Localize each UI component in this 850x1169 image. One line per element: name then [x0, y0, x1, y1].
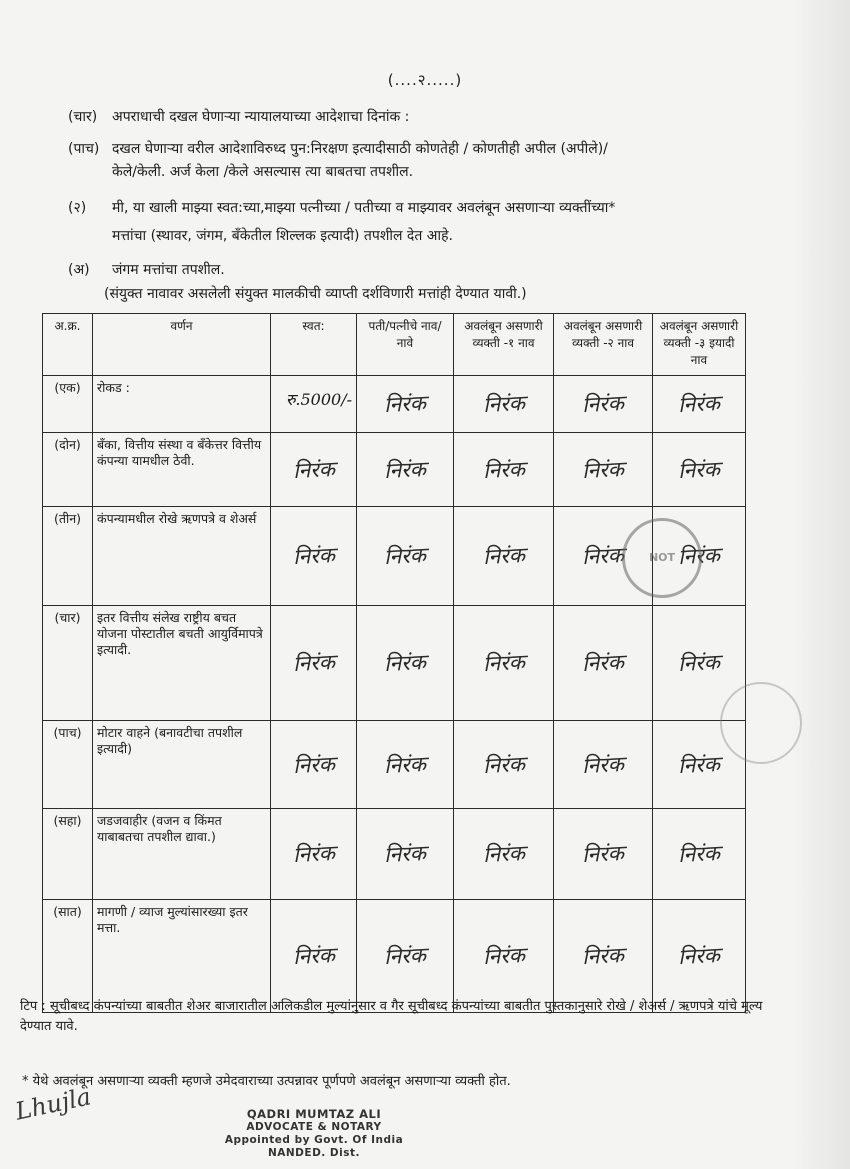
para-a-text1: जंगम मत्तांचा तपशील.: [112, 262, 225, 278]
nil-handwritten: निरंक: [383, 751, 427, 778]
header-dependent-2: अवलंबून असणारी व्यक्ती -२ नाव: [554, 314, 653, 376]
para-char-text: अपराधाची दखल घेणाऱ्या न्यायालयाच्या आदेशाचा दिनांक :: [112, 109, 410, 125]
footnote-tip: टिप : सूचीबध्द कंपन्यांच्या बाबतीत शेअर बाजारातील अलिकडील मुल्यांनुसार व गैर सूचीबध्द कंपन्यांच्या बाबतीत पुस्तकानुसारे रोखे / शेअर्स / ऋणपत्रे यांचे मूल्य देण्यात यावे.: [20, 999, 763, 1034]
nil-handwritten: निरंक: [677, 456, 721, 483]
nil-handwritten: निरंक: [581, 390, 625, 418]
header-description: वर्णन: [93, 314, 271, 376]
row-self-cell: [271, 375, 357, 433]
row-description: रोकड :: [93, 375, 271, 433]
row-description: बँका, वित्तीय संस्था व बँकेत्तर वित्तीय कंपन्या यामधील ठेवी.: [93, 433, 271, 507]
nil-handwritten: निरंक: [481, 456, 526, 483]
row-self-cell: [271, 721, 357, 809]
table-row: [43, 605, 746, 720]
para-char: [68, 109, 409, 125]
nil-handwritten: निरंक: [481, 841, 526, 868]
nil-handwritten: निरंक: [291, 942, 336, 970]
header-sno: अ.क्र.: [43, 314, 93, 376]
nil-handwritten: निरंक: [677, 942, 721, 970]
nil-handwritten: निरंक: [291, 649, 336, 677]
para-pach-mark: (पाच): [68, 141, 100, 157]
para-pach-line2: केले/केली. अर्ज केला /केले असल्यास त्या बाबतचा तपशील.: [112, 164, 414, 180]
stamp-location: NANDED. Dist.: [267, 1147, 361, 1159]
table-row: [43, 721, 746, 809]
notary-seal-icon: NOT: [622, 518, 702, 598]
row-dep3-cell: [653, 375, 746, 433]
row-sno: (सहा): [43, 809, 93, 899]
row-dep3-cell: [653, 433, 746, 507]
nil-handwritten: निरंक: [581, 942, 625, 970]
header-dependent-3: अवलंबून असणारी व्यक्ती -३ इयादी नाव: [653, 314, 746, 376]
row-sno: (तीन): [43, 507, 93, 606]
row-dep2-cell: [554, 899, 653, 1012]
para-char-mark: (चार): [68, 109, 98, 125]
row-description: मागणी / व्याज मुल्यांसारख्या इतर मत्ता.: [93, 899, 271, 1012]
table-row: [43, 433, 746, 507]
row-dep2-cell: [554, 809, 653, 899]
nil-handwritten: निरंक: [581, 751, 625, 778]
nil-handwritten: निरंक: [383, 942, 427, 970]
row-spouse-cell: [357, 899, 454, 1012]
row-description: कंपन्यामधील रोखे ऋणपत्रे व शेअर्स: [93, 507, 271, 606]
para-2-line2: मत्तांचा (स्थावर, जंगम, बँकेतील शिल्लक इत्यादी) तपशील देत आहे.: [112, 228, 453, 244]
row-self-cell: [271, 605, 357, 720]
para-2-text1: मी, या खाली माझ्या स्वत:च्या,माझ्या पत्नीच्या / पतीच्या व माझ्यावर अवलंबून असणाऱ्या व्यक्तींच्या*: [112, 200, 616, 216]
row-description: मोटार वाहने (बनावटीचा तपशील इत्यादी): [93, 721, 271, 809]
nil-handwritten: निरंक: [383, 390, 427, 418]
para-a-mark: (अ): [68, 262, 90, 278]
nil-handwritten: निरंक: [677, 542, 721, 570]
nil-handwritten: निरंक: [481, 942, 526, 970]
row-self-cell: [271, 433, 357, 507]
row-spouse-cell: [357, 721, 454, 809]
row-spouse-cell: [357, 375, 454, 433]
header-self: स्वत:: [271, 314, 357, 376]
nil-handwritten: निरंक: [481, 751, 526, 778]
table-row: [43, 809, 746, 899]
row-sno: (एक): [43, 375, 93, 433]
nil-handwritten: निरंक: [481, 542, 526, 570]
nil-handwritten: निरंक: [481, 390, 526, 418]
movable-assets-table: [42, 313, 746, 1013]
page-number-label: (....२.....): [387, 71, 463, 89]
stamp-title: ADVOCATE & NOTARY: [246, 1121, 382, 1133]
handwritten-signature: Lhujla: [12, 1082, 94, 1126]
row-spouse-cell: [357, 809, 454, 899]
nil-handwritten: निरंक: [677, 841, 721, 868]
row-self-cell: [271, 809, 357, 899]
nil-handwritten: निरंक: [383, 841, 427, 868]
row-self-cell: [271, 899, 357, 1012]
para-pach-line1: [68, 141, 608, 157]
row-description: जडजवाहीर (वजन व किंमत याबाबतचा तपशील द्यावा.): [93, 809, 271, 899]
row-dep2-cell: [554, 433, 653, 507]
row-dep2-cell: [554, 721, 653, 809]
nil-handwritten: निरंक: [383, 542, 427, 570]
row-spouse-cell: [357, 605, 454, 720]
row-dep1-cell: [454, 605, 554, 720]
header-spouse: पती/पत्नीचे नाव/ नावे: [357, 314, 454, 376]
row-dep1-cell: [454, 809, 554, 899]
notary-stamp: [214, 1108, 414, 1160]
nil-handwritten: निरंक: [291, 456, 336, 483]
row-sno: (चार): [43, 605, 93, 720]
footnote-dependents: * येथे अवलंबून असणाऱ्या व्यक्ती म्हणजे उमेदवाराच्या उत्पन्नावर पूर्णपणे अवलंबून असणाऱ्या व्यक्ती होत.: [22, 1074, 511, 1089]
para-a-line2: (संयुक्त नावावर असलेली संयुक्त मालकीची व्याप्ती दर्शविणारी मत्तांही देण्यात यावी.): [104, 286, 527, 302]
row-dep1-cell: [454, 375, 554, 433]
faded-seal-icon: [720, 682, 802, 764]
table-header-row: [43, 314, 746, 376]
nil-handwritten: निरंक: [581, 542, 625, 570]
row-dep1-cell: [454, 899, 554, 1012]
row-description: इतर वित्तीय संलेख राष्ट्रीय बचत योजना पोस्टातील बचती आयुर्विमापत्रे इत्यादी.: [93, 605, 271, 720]
header-dependent-1: अवलंबून असणारी व्यक्ती -१ नाव: [454, 314, 554, 376]
row-sno: (सात): [43, 899, 93, 1012]
row-dep2-cell: [554, 605, 653, 720]
nil-handwritten: निरंक: [481, 649, 526, 677]
nil-handwritten: निरंक: [291, 542, 336, 570]
stamp-name: QADRI MUMTAZ ALI: [246, 1107, 382, 1121]
table-row: [43, 899, 746, 1012]
para-pach-text1: दखल घेणाऱ्या वरील आदेशाविरुध्द पुन:निरक्षण इत्यादीसाठी कोणतेही / कोणतीही अपील (अपीले)/: [112, 141, 608, 157]
nil-handwritten: निरंक: [383, 456, 427, 483]
para-a-line1: [68, 262, 225, 278]
nil-handwritten: निरंक: [581, 456, 625, 483]
row-dep2-cell: [554, 375, 653, 433]
nil-handwritten: निरंक: [677, 751, 721, 778]
stamp-appointment: Appointed by Govt. Of India: [224, 1134, 404, 1146]
nil-handwritten: निरंक: [291, 751, 336, 778]
nil-handwritten: निरंक: [581, 649, 625, 677]
scan-edge-shadow: [790, 0, 850, 1169]
nil-handwritten: निरंक: [677, 649, 721, 677]
row-dep3-cell: [653, 899, 746, 1012]
nil-handwritten: निरंक: [383, 649, 427, 677]
table-row: [43, 375, 746, 433]
nil-handwritten: निरंक: [581, 841, 625, 868]
row-dep1-cell: [454, 507, 554, 606]
nil-handwritten: निरंक: [291, 841, 336, 868]
para-2-line1: [68, 200, 615, 216]
row-dep1-cell: [454, 721, 554, 809]
row-dep1-cell: [454, 433, 554, 507]
row-sno: (पाच): [43, 721, 93, 809]
row-dep3-cell: [653, 809, 746, 899]
row-spouse-cell: [357, 507, 454, 606]
para-2-mark: (२): [68, 200, 87, 216]
row-sno: (दोन): [43, 433, 93, 507]
row-spouse-cell: [357, 433, 454, 507]
row-self-cell: [271, 507, 357, 606]
nil-handwritten: निरंक: [677, 390, 721, 418]
cash-amount: रु.5000/-: [285, 389, 352, 409]
